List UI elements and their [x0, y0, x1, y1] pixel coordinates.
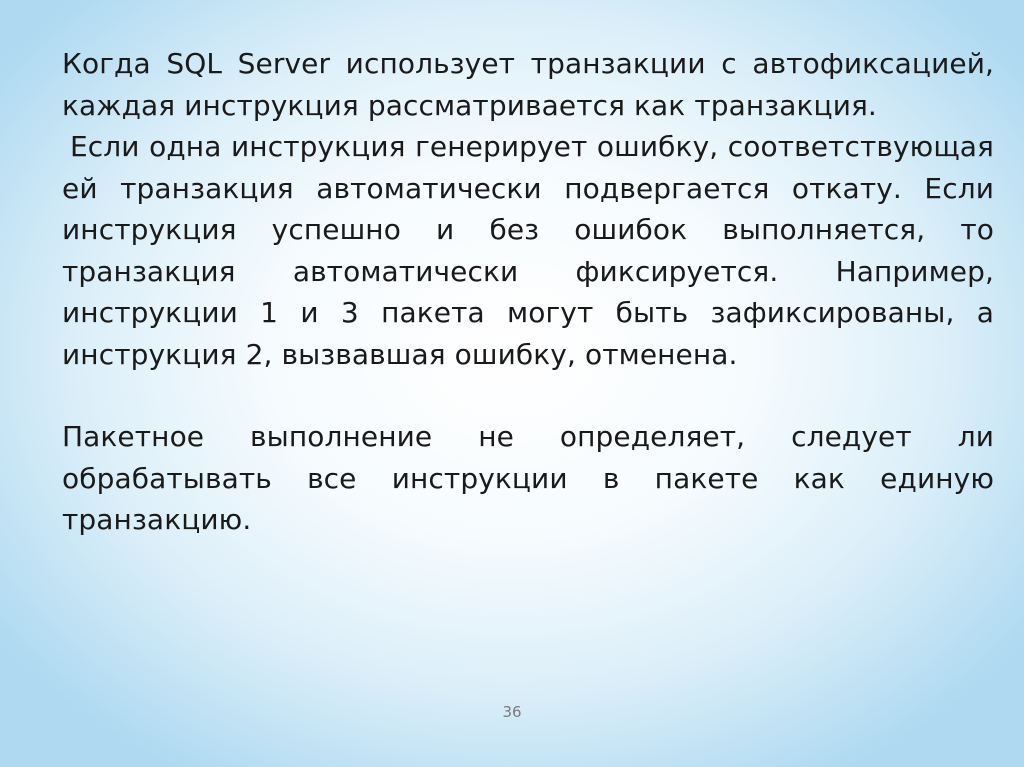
slide-body: [62, 43, 994, 541]
paragraph-autocommit: Когда SQL Server использует транзакции с автофиксацией, каждая инструкция рассматривается как транзакция.: [62, 47, 994, 122]
paragraph-error-rollback: Если одна инструкция генерирует ошибку, соответствующая ей транзакция автоматически подвергается откату. Если инструкция успешно и без ошибок выполняется, то транзакция автоматически фиксируется. Например, инструкции 1 и 3 пакета могут быть зафиксированы, а инструкция 2, вызвавшая ошибку, отменена.: [62, 130, 994, 371]
page-number: 36: [502, 703, 522, 721]
paragraph-batch-execution: Пакетное выполнение не определяет, следует ли обрабатывать все инструкции в пакете как единую транзакцию.: [62, 420, 994, 536]
